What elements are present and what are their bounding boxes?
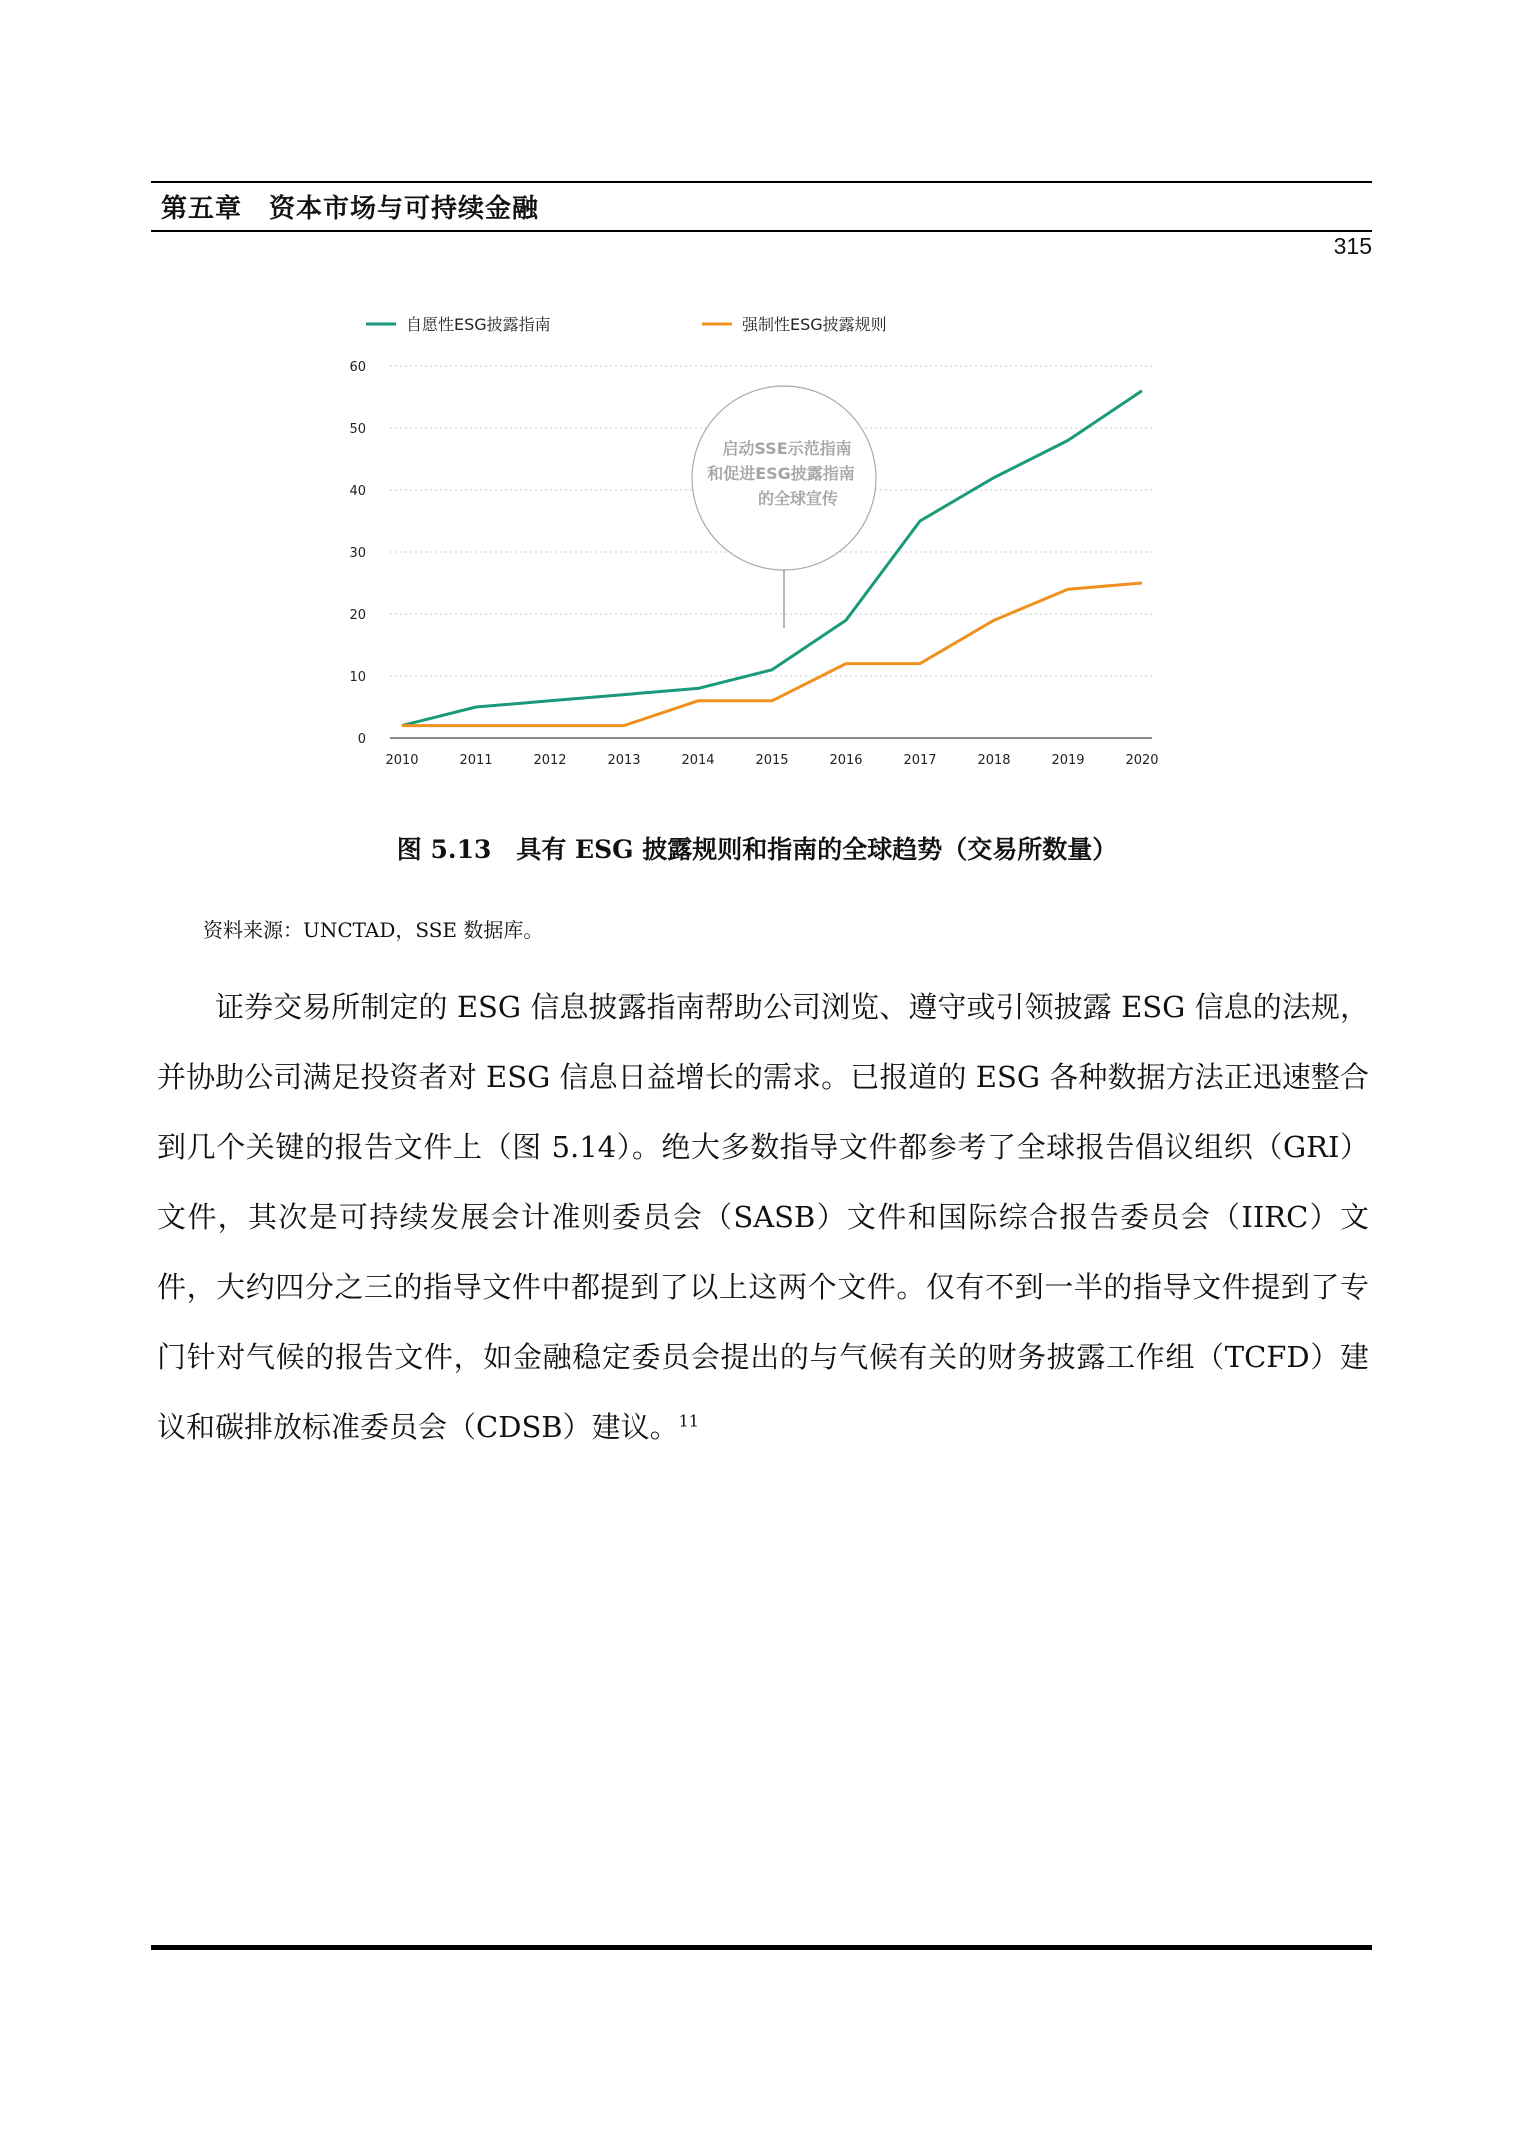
x-tick-label: 2016 (829, 753, 863, 768)
chart-legend (366, 315, 887, 334)
x-tick-label: 2012 (533, 753, 567, 768)
y-tick-label: 10 (349, 670, 366, 685)
y-tick-label: 30 (349, 546, 366, 561)
footer-rule (151, 1945, 1372, 1950)
annotation-text: 的全球宣传 (757, 489, 839, 508)
paragraph-text: 证券交易所制定的 ESG 信息披露指南帮助公司浏览、遵守或引领披露 ESG 信息的法规，并协助公司满足投资者对 ESG 信息日益增长的需求。已报道的 ESG 各种数据方法正迅速整合到几个关键的报告文件上（图 5.14）。绝大多数指导文件都参考了全球报告倡议组织（GRI）文件，其次是可持续发展会计准则委员会（SASB）文件和国际综合报告委员会（IIRC）文件，大约四分之三的指导文件中都提到了以上这两个文件。仅有不到一半的指导文件提到了专门针对气候的报告文件，如金融稳定委员会提出的与气候有关的财务披露工作组（TCFD）建议和碳排放标准委员会（CDSB）建议。 (157, 990, 1369, 1444)
footnote-ref: 11 (678, 1411, 699, 1431)
y-tick-label: 50 (349, 422, 366, 437)
x-axis-ticks (385, 753, 1158, 768)
annotation-text: 启动SSE示范指南 (722, 439, 852, 458)
x-tick-label: 2017 (903, 753, 937, 768)
line-chart (320, 300, 1220, 780)
annotation-text: 和促进ESG披露指南 (707, 464, 855, 483)
body-text (157, 972, 1369, 1462)
y-tick-label: 60 (349, 360, 366, 375)
body-paragraph (157, 972, 1369, 1462)
x-tick-label: 2015 (755, 753, 789, 768)
y-tick-label: 40 (349, 484, 366, 499)
y-tick-label: 0 (357, 732, 366, 747)
legend-label-1: 自愿性ESG披露指南 (406, 315, 551, 334)
chart-annotation (692, 386, 876, 628)
x-tick-label: 2010 (385, 753, 419, 768)
header-top-rule (151, 181, 1372, 183)
x-tick-label: 2014 (681, 753, 715, 768)
figure-caption: 图 5.13 具有 ESG 披露规则和指南的全球趋势（交易所数量） (396, 835, 1118, 864)
page-number: 315 (1333, 233, 1372, 259)
x-tick-label: 2011 (459, 753, 493, 768)
header-bottom-rule (151, 230, 1372, 232)
y-tick-label: 20 (349, 608, 366, 623)
x-tick-label: 2013 (607, 753, 641, 768)
y-axis-ticks (349, 360, 366, 747)
x-tick-label: 2020 (1125, 753, 1159, 768)
chapter-title: 第五章 资本市场与可持续金融 (161, 194, 540, 224)
x-tick-label: 2019 (1051, 753, 1085, 768)
legend-label-2: 强制性ESG披露规则 (742, 315, 887, 334)
x-tick-label: 2018 (977, 753, 1011, 768)
source-note: 资料来源：UNCTAD，SSE 数据库。 (203, 918, 544, 942)
